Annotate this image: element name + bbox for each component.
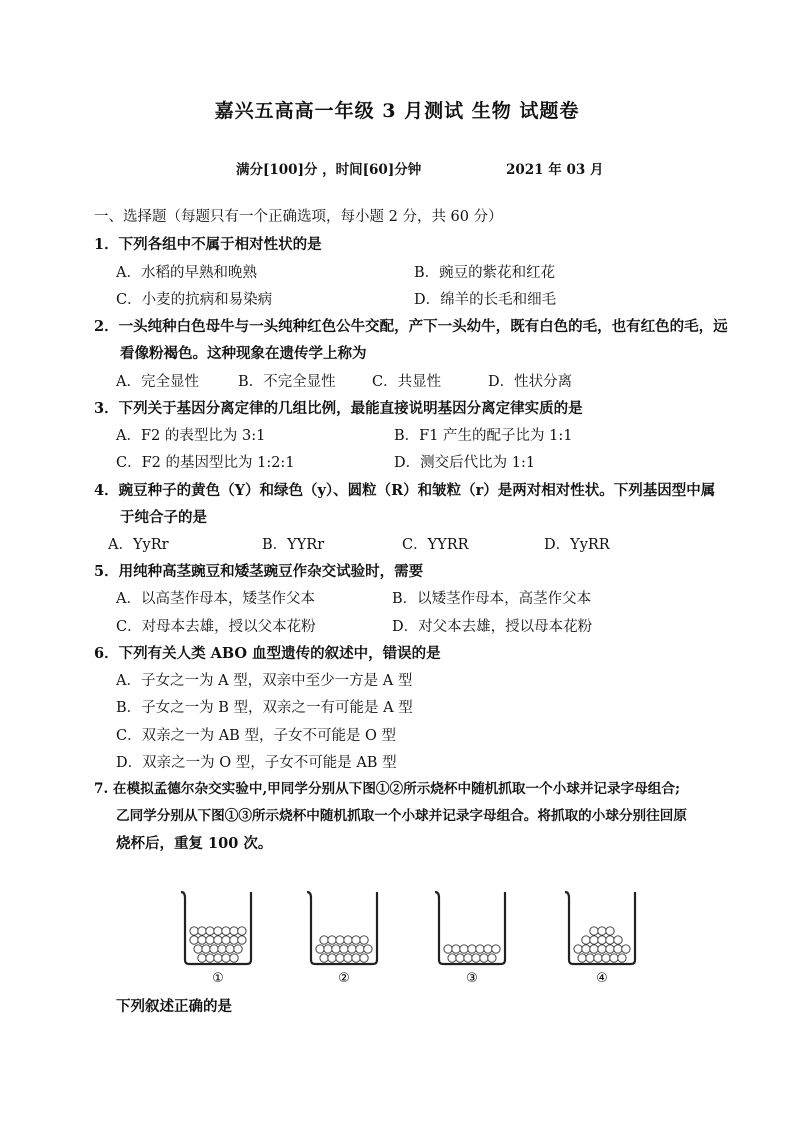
ball xyxy=(218,945,226,953)
ball xyxy=(444,945,452,953)
option-d: D．YyRR xyxy=(544,537,610,553)
ball xyxy=(344,936,352,944)
exam-title: 嘉兴五高高一年级 3 月测试 生物 试题卷 xyxy=(214,100,580,122)
option-b: B．YYRr xyxy=(262,537,325,553)
option-a: A．以高茎作母本，矮茎作父本 xyxy=(116,591,315,607)
ball xyxy=(336,954,344,962)
ball xyxy=(614,936,622,944)
question-stem: 7. 在模拟孟德尔杂交实验中,甲同学分别从下图①②所示烧杯中随机抓取一个小球并记录字母组合; xyxy=(94,781,681,797)
option-c: C．小麦的抗病和易染病 xyxy=(116,292,273,308)
ball xyxy=(234,945,242,953)
option-c: C．双亲之一为 AB 型，子女不可能是 O 型 xyxy=(116,728,397,744)
ball xyxy=(202,945,210,953)
question-followup: 下列叙述正确的是 xyxy=(116,998,232,1015)
ball xyxy=(230,927,238,935)
option-d: D．绵羊的长毛和细毛 xyxy=(414,292,557,308)
ball xyxy=(348,945,356,953)
ball xyxy=(316,945,324,953)
ball xyxy=(328,954,336,962)
ball xyxy=(230,936,238,944)
ball xyxy=(190,936,198,944)
ball xyxy=(464,954,472,962)
ball xyxy=(340,945,348,953)
ball xyxy=(574,945,582,953)
ball xyxy=(356,945,364,953)
ball xyxy=(590,945,598,953)
ball xyxy=(590,936,598,944)
option-c: C．共显性 xyxy=(372,374,442,390)
ball xyxy=(210,945,218,953)
ball xyxy=(598,936,606,944)
option-c: C．YYRR xyxy=(402,537,469,553)
ball xyxy=(614,945,622,953)
option-a: A．F2 的表型比为 3:1 xyxy=(116,428,266,444)
ball xyxy=(582,945,590,953)
question-stem: 4．豌豆种子的黄色（Y）和绿色（y）、圆粒（R）和皱粒（r）是两对相对性状。下列基因型中属 xyxy=(94,482,716,499)
option-a: A．水稻的早熟和晚熟 xyxy=(116,265,257,281)
ball xyxy=(622,945,630,953)
score-time-info: 满分[100]分 ，时间[60]分钟 xyxy=(236,162,422,178)
ball xyxy=(606,936,614,944)
question-stem-continued: 于纯合子的是 xyxy=(120,509,207,526)
ball xyxy=(198,936,206,944)
ball xyxy=(606,945,614,953)
ball xyxy=(332,945,340,953)
beaker-label-4: ④ xyxy=(596,971,608,986)
question-stem-continued: 乙同学分别从下图①③所示烧杯中随机抓取一个小球并记录字母组合。将抓取的小球分别往回原 xyxy=(116,808,687,824)
ball xyxy=(238,936,246,944)
ball xyxy=(582,936,590,944)
ball xyxy=(206,954,214,962)
ball xyxy=(206,927,214,935)
ball xyxy=(226,945,234,953)
question-stem: 2．一头纯种白色母牛与一头纯种红色公牛交配，产下一头幼牛，既有白色的毛，也有红色的毛，远 xyxy=(94,318,728,335)
option-b: B．子女之一为 B 型，双亲之一有可能是 A 型 xyxy=(116,700,413,716)
question-stem-continued: 看像粉褐色。这种现象在遗传学上称为 xyxy=(120,345,367,362)
ball xyxy=(618,954,626,962)
ball xyxy=(590,927,598,935)
beaker-label-1: ① xyxy=(212,971,224,986)
ball xyxy=(198,927,206,935)
ball xyxy=(452,945,460,953)
ball xyxy=(598,927,606,935)
ball xyxy=(222,927,230,935)
beaker-figure xyxy=(172,886,638,990)
ball xyxy=(598,945,606,953)
ball xyxy=(194,945,202,953)
question-stem: 5．用纯种高茎豌豆和矮茎豌豆作杂交试验时，需要 xyxy=(94,563,424,580)
ball xyxy=(238,927,246,935)
ball xyxy=(360,954,368,962)
ball xyxy=(352,936,360,944)
beaker-label-2: ② xyxy=(338,971,350,986)
ball xyxy=(606,927,614,935)
ball xyxy=(586,954,594,962)
option-d: D．性状分离 xyxy=(488,374,573,390)
ball xyxy=(230,954,238,962)
question-stem: 3．下列关于基因分离定律的几组比例，最能直接说明基因分离定律实质的是 xyxy=(94,400,583,417)
ball xyxy=(488,954,496,962)
option-c: C．对母本去雄，授以父本花粉 xyxy=(116,619,316,635)
option-d: D．双亲之一为 O 型，子女不可能是 AB 型 xyxy=(116,755,397,771)
question-stem: 6．下列有关人类 ABO 血型遗传的叙述中，错误的是 xyxy=(94,645,441,662)
ball xyxy=(344,954,352,962)
ball xyxy=(364,945,372,953)
section-heading: 一、选择题（每题只有一个正确选项，每小题 2 分，共 60 分） xyxy=(94,209,503,225)
option-b: B．豌豆的紫花和红花 xyxy=(414,265,556,281)
ball xyxy=(206,936,214,944)
option-d: D．对父本去雄，授以母本花粉 xyxy=(392,619,593,635)
ball xyxy=(222,954,230,962)
ball xyxy=(328,936,336,944)
beaker-diagram xyxy=(172,886,638,990)
option-a: A．完全显性 xyxy=(116,374,199,390)
option-d: D．测交后代比为 1:1 xyxy=(394,455,536,471)
question-stem: 1．下列各组中不属于相对性状的是 xyxy=(94,236,322,253)
exam-date: 2021 年 03 月 xyxy=(506,162,604,178)
option-c: C．F2 的基因型比为 1:2:1 xyxy=(116,455,295,471)
option-b: B．以矮茎作母本，高茎作父本 xyxy=(392,591,592,607)
option-a: A．子女之一为 A 型，双亲中至少一方是 A 型 xyxy=(116,673,413,689)
option-b: B．不完全显性 xyxy=(238,374,336,390)
ball xyxy=(352,954,360,962)
ball xyxy=(472,954,480,962)
ball xyxy=(324,945,332,953)
ball xyxy=(484,945,492,953)
ball xyxy=(320,954,328,962)
ball xyxy=(190,927,198,935)
ball xyxy=(480,954,488,962)
ball xyxy=(214,936,222,944)
ball xyxy=(610,954,618,962)
beaker-label-3: ③ xyxy=(466,971,478,986)
option-a: A．YyRr xyxy=(108,537,169,553)
ball xyxy=(360,936,368,944)
ball xyxy=(578,954,586,962)
ball xyxy=(456,954,464,962)
ball xyxy=(476,945,484,953)
ball xyxy=(492,945,500,953)
ball xyxy=(448,954,456,962)
ball xyxy=(602,954,610,962)
question-stem-continued: 烧杯后，重复 100 次。 xyxy=(116,835,273,852)
option-b: B．F1 产生的配子比为 1:1 xyxy=(394,428,573,444)
ball xyxy=(320,936,328,944)
ball xyxy=(198,954,206,962)
ball xyxy=(460,945,468,953)
ball xyxy=(336,936,344,944)
ball xyxy=(214,954,222,962)
ball xyxy=(468,945,476,953)
ball xyxy=(214,927,222,935)
ball xyxy=(222,936,230,944)
ball xyxy=(594,954,602,962)
